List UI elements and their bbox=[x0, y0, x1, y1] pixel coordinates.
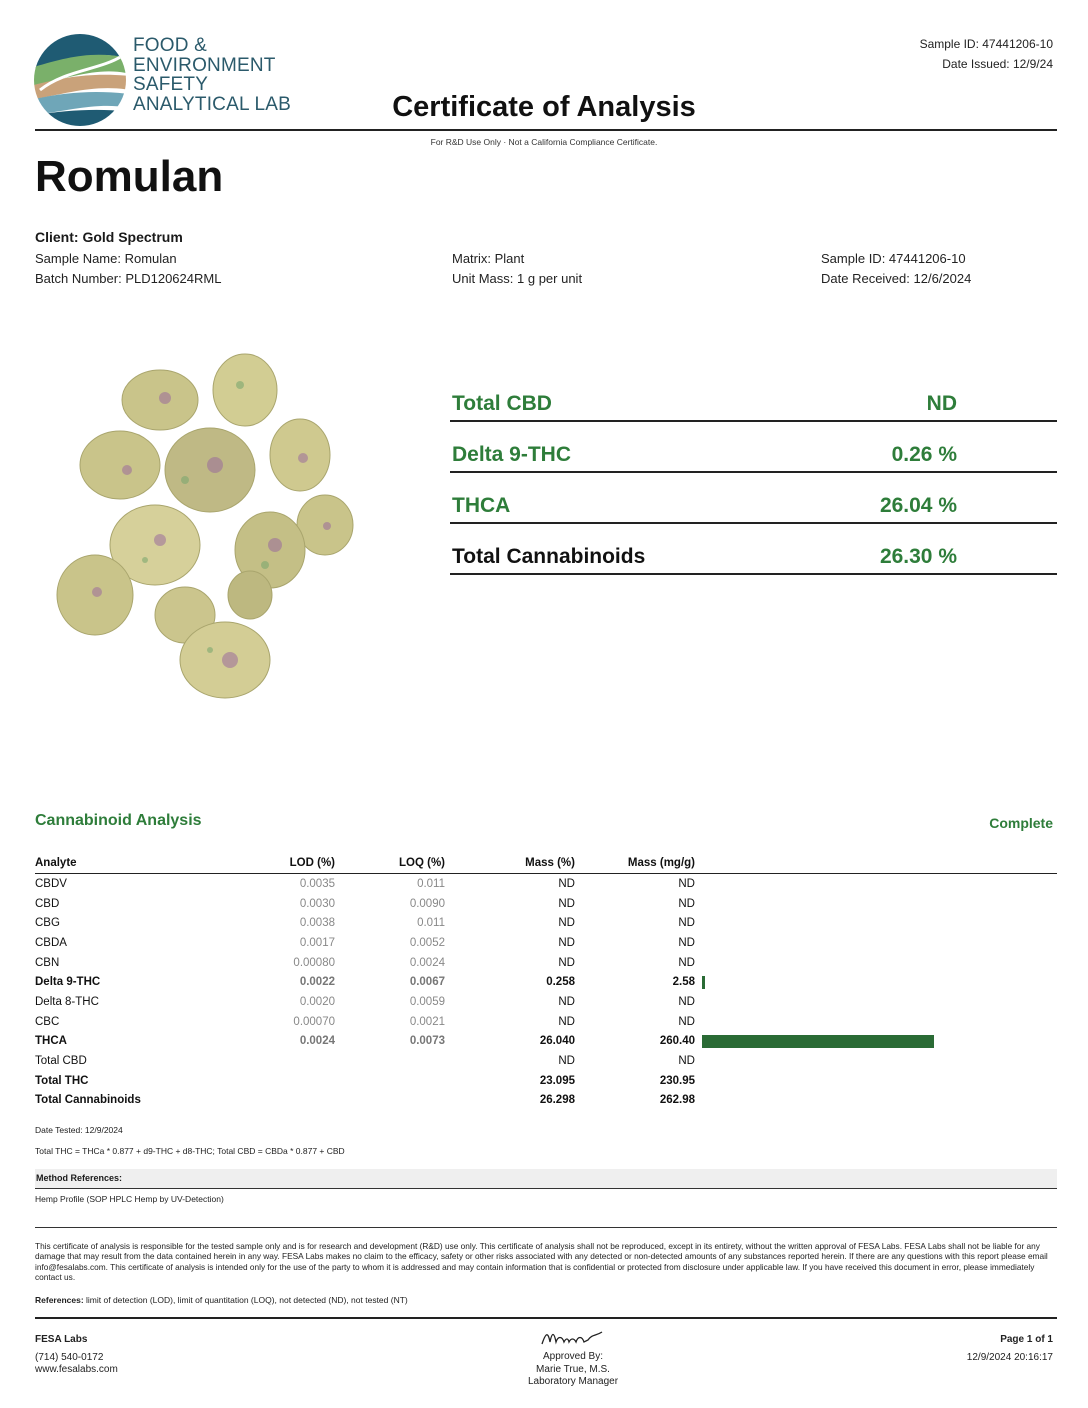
sample-info-col1 bbox=[35, 249, 221, 289]
mass-bar bbox=[702, 976, 705, 989]
logo-line: ANALYTICAL LAB bbox=[133, 93, 292, 115]
total-formula: Total THC = THCa * 0.877 + d9-THC + d8-THC; Total CBD = CBDa * 0.877 + CBD bbox=[35, 1146, 345, 1156]
method-references-label: Method References: bbox=[36, 1173, 123, 1183]
table-row bbox=[35, 972, 1057, 992]
sample-info-col3 bbox=[821, 249, 971, 289]
product-name: Romulan bbox=[35, 152, 224, 201]
timestamp: 12/9/2024 20:16:17 bbox=[966, 1351, 1053, 1363]
date-received: Date Received: 12/6/2024 bbox=[821, 271, 972, 286]
sample-name: Sample Name: Romulan bbox=[35, 251, 177, 266]
cell-analyte: Total THC bbox=[35, 1074, 89, 1087]
summary-value: 26.30 % bbox=[879, 545, 957, 568]
cell-bar bbox=[695, 933, 1057, 953]
approver-title: Laboratory Manager bbox=[527, 1376, 619, 1387]
logo-line: ENVIRONMENT bbox=[133, 54, 276, 76]
summary-row-thca bbox=[450, 472, 1057, 524]
approved-by: Approved By: bbox=[542, 1351, 604, 1362]
cell-analyte: CBD bbox=[35, 897, 60, 910]
cell-mass-pct: 0.258 bbox=[546, 976, 575, 989]
sample-id: Sample ID: 47441206-10 bbox=[821, 251, 966, 266]
references bbox=[35, 1295, 408, 1305]
analysis-title: Cannabinoid Analysis bbox=[35, 812, 202, 829]
cell-loq: 0.0024 bbox=[409, 956, 445, 969]
cell-analyte: Total Cannabinoids bbox=[35, 1094, 141, 1107]
cell-loq bbox=[335, 1051, 445, 1071]
cell-lod: 0.00070 bbox=[293, 1015, 335, 1028]
cell-bar bbox=[695, 1012, 1057, 1032]
references-text: limit of detection (LOD), limit of quantitation (LOQ), not detected (ND), not tested (NT) bbox=[83, 1295, 408, 1305]
cell-loq: 0.0059 bbox=[409, 995, 445, 1008]
cell-lod: 0.0024 bbox=[299, 1035, 335, 1048]
summary-label: Delta 9-THC bbox=[452, 443, 572, 466]
cell-loq: 0.0073 bbox=[409, 1035, 445, 1048]
divider bbox=[35, 1227, 1057, 1228]
cell-analyte: THCA bbox=[35, 1035, 67, 1048]
table-header bbox=[35, 855, 1057, 874]
sample-info-col2 bbox=[452, 249, 582, 289]
summary-value: ND bbox=[926, 392, 957, 415]
cell-analyte: Delta 9-THC bbox=[35, 976, 101, 989]
divider bbox=[35, 1317, 1057, 1319]
cell-bar bbox=[695, 894, 1057, 914]
cell-mass-pct: 26.040 bbox=[539, 1035, 575, 1048]
cell-mass-pct: ND bbox=[558, 1015, 575, 1028]
summary-label: Total CBD bbox=[452, 392, 552, 415]
footer-lab-info bbox=[35, 1334, 118, 1377]
cell-loq: 0.011 bbox=[417, 877, 445, 890]
cell-mass-mg: 262.98 bbox=[659, 1094, 695, 1107]
method-reference: Hemp Profile (SOP HPLC Hemp by UV-Detection) bbox=[35, 1194, 224, 1204]
cell-mass-pct: ND bbox=[558, 877, 575, 890]
cell-mass-pct: ND bbox=[558, 1055, 575, 1068]
logo-line: FOOD & bbox=[133, 35, 208, 56]
summary-row-delta9 bbox=[450, 421, 1057, 473]
table-row bbox=[35, 894, 1057, 914]
col-mass-pct: Mass (%) bbox=[445, 855, 575, 874]
col-lod: LOD (%) bbox=[235, 855, 335, 874]
cell-lod bbox=[235, 1091, 335, 1111]
cell-analyte: CBDA bbox=[35, 936, 67, 949]
cell-loq: 0.0090 bbox=[409, 897, 445, 910]
cell-mass-mg: ND bbox=[678, 936, 695, 949]
page-number: Page 1 of 1 bbox=[1000, 1334, 1053, 1345]
cell-bar bbox=[695, 874, 1057, 894]
footer-approval bbox=[444, 1351, 702, 1389]
header-date-issued: Date Issued: 12/9/24 bbox=[942, 57, 1053, 71]
cell-bar bbox=[695, 992, 1057, 1012]
cell-mass-mg: 260.40 bbox=[659, 1035, 695, 1048]
method-references-header bbox=[35, 1169, 1057, 1189]
cell-mass-mg: 2.58 bbox=[672, 976, 695, 989]
lab-phone: (714) 540-0172 bbox=[35, 1351, 104, 1363]
table-row bbox=[35, 874, 1057, 894]
cell-mass-mg: 230.95 bbox=[659, 1074, 695, 1087]
mass-bar bbox=[702, 1035, 934, 1048]
lab-name: FESA Labs bbox=[35, 1334, 88, 1345]
cell-analyte: CBDV bbox=[35, 877, 67, 890]
cell-analyte: CBG bbox=[35, 917, 60, 930]
cell-mass-mg: ND bbox=[678, 917, 695, 930]
lab-website: www.fesalabs.com bbox=[35, 1364, 118, 1375]
cell-loq bbox=[335, 1071, 445, 1091]
disclaimer: This certificate of analysis is responsible for the tested sample only and is for research and development (R&D) use only. This certificate of analysis shall not be reproduced, except in its entirety, without the written approval of FESA Labs. FESA Labs shall not be liable for any damage that may result from the data contained herein in any way. FESA Labs makes no claim to the efficacy, safety or other risks associated with any detected or non-detected amounts of any substances reported herein. If there are any questions with this report please email info@fesalabs.com. This certificate of analysis is intended only for the use of the party to whom it is addressed and may contain information that is confidential or protected from disclosure under applicable law. If you have received this document in error, please immediately contact us. bbox=[35, 1241, 1048, 1282]
col-bar bbox=[695, 855, 1057, 874]
document-title: Certificate of Analysis bbox=[392, 91, 696, 123]
table-row bbox=[35, 933, 1057, 953]
table-row bbox=[35, 992, 1057, 1012]
cell-mass-pct: ND bbox=[558, 936, 575, 949]
col-mass-mg: Mass (mg/g) bbox=[575, 855, 695, 874]
table-row bbox=[35, 913, 1057, 933]
table-row bbox=[35, 1012, 1057, 1032]
cell-analyte: CBN bbox=[35, 956, 60, 969]
table-body bbox=[35, 874, 1057, 1111]
cell-bar bbox=[695, 972, 1057, 992]
cell-analyte: Total CBD bbox=[35, 1055, 87, 1068]
summary-row-total-cbd bbox=[450, 370, 1057, 422]
header-meta bbox=[920, 34, 1053, 74]
cell-bar bbox=[695, 1091, 1057, 1111]
cell-mass-mg: ND bbox=[678, 877, 695, 890]
cell-lod bbox=[235, 1051, 335, 1071]
table-row bbox=[35, 1051, 1057, 1071]
summary-label: THCA bbox=[452, 494, 511, 517]
analysis-status: Complete bbox=[989, 815, 1053, 831]
cell-lod bbox=[235, 1071, 335, 1091]
cell-loq: 0.0052 bbox=[409, 936, 445, 949]
cell-lod: 0.0030 bbox=[299, 897, 335, 910]
summary-row-total-cannabinoids bbox=[450, 523, 1057, 575]
cell-bar bbox=[695, 913, 1057, 933]
analysis-table bbox=[35, 855, 1057, 1110]
cell-bar bbox=[695, 953, 1057, 973]
col-analyte: Analyte bbox=[35, 855, 235, 874]
cell-analyte: Delta 8-THC bbox=[35, 995, 99, 1008]
logo-line: SAFETY bbox=[133, 74, 209, 95]
cell-mass-pct: ND bbox=[558, 956, 575, 969]
cell-mass-pct: ND bbox=[558, 917, 575, 930]
table-row bbox=[35, 1032, 1057, 1052]
cell-lod: 0.0022 bbox=[299, 976, 335, 989]
cell-loq: 0.0021 bbox=[409, 1015, 445, 1028]
cell-mass-mg: ND bbox=[678, 995, 695, 1008]
summary-value: 0.26 % bbox=[891, 443, 957, 466]
table-row bbox=[35, 1091, 1057, 1111]
cell-loq: 0.0067 bbox=[409, 976, 445, 989]
sample-photo bbox=[35, 330, 375, 730]
table-row bbox=[35, 1071, 1057, 1091]
divider bbox=[35, 129, 1057, 131]
cell-mass-mg: ND bbox=[678, 1055, 695, 1068]
approver-name: Marie True, M.S. bbox=[536, 1363, 610, 1375]
summary-label: Total Cannabinoids bbox=[452, 545, 646, 568]
cell-mass-pct: 26.298 bbox=[539, 1094, 575, 1107]
signature-icon bbox=[538, 1326, 608, 1350]
cell-mass-pct: ND bbox=[558, 995, 575, 1008]
date-tested: Date Tested: 12/9/2024 bbox=[35, 1125, 123, 1135]
footer-page-info bbox=[967, 1334, 1053, 1364]
matrix: Matrix: Plant bbox=[452, 251, 525, 266]
cell-loq bbox=[335, 1091, 445, 1111]
references-label: References: bbox=[35, 1295, 84, 1305]
cell-bar bbox=[695, 1032, 1057, 1052]
cell-loq: 0.011 bbox=[417, 917, 445, 930]
client-name: Client: Gold Spectrum bbox=[35, 229, 183, 245]
cell-mass-mg: ND bbox=[678, 956, 695, 969]
cell-analyte: CBC bbox=[35, 1015, 60, 1028]
col-loq: LOQ (%) bbox=[335, 855, 445, 874]
compliance-note: For R&D Use Only · Not a California Compliance Certificate. bbox=[430, 137, 658, 147]
header-sample-id: Sample ID: 47441206-10 bbox=[919, 37, 1053, 51]
cell-mass-mg: ND bbox=[678, 1015, 695, 1028]
batch-number: Batch Number: PLD120624RML bbox=[35, 271, 222, 286]
cell-bar bbox=[695, 1051, 1057, 1071]
table-row bbox=[35, 953, 1057, 973]
cell-lod: 0.0035 bbox=[299, 877, 335, 890]
cell-lod: 0.0038 bbox=[299, 917, 335, 930]
cell-bar bbox=[695, 1071, 1057, 1091]
cell-mass-pct: 23.095 bbox=[539, 1074, 575, 1087]
cell-lod: 0.0020 bbox=[299, 995, 335, 1008]
unit-mass: Unit Mass: 1 g per unit bbox=[452, 271, 583, 286]
cell-mass-mg: ND bbox=[678, 897, 695, 910]
cell-mass-pct: ND bbox=[558, 897, 575, 910]
cell-lod: 0.0017 bbox=[299, 936, 335, 949]
summary-value: 26.04 % bbox=[879, 494, 957, 517]
cell-lod: 0.00080 bbox=[293, 956, 335, 969]
